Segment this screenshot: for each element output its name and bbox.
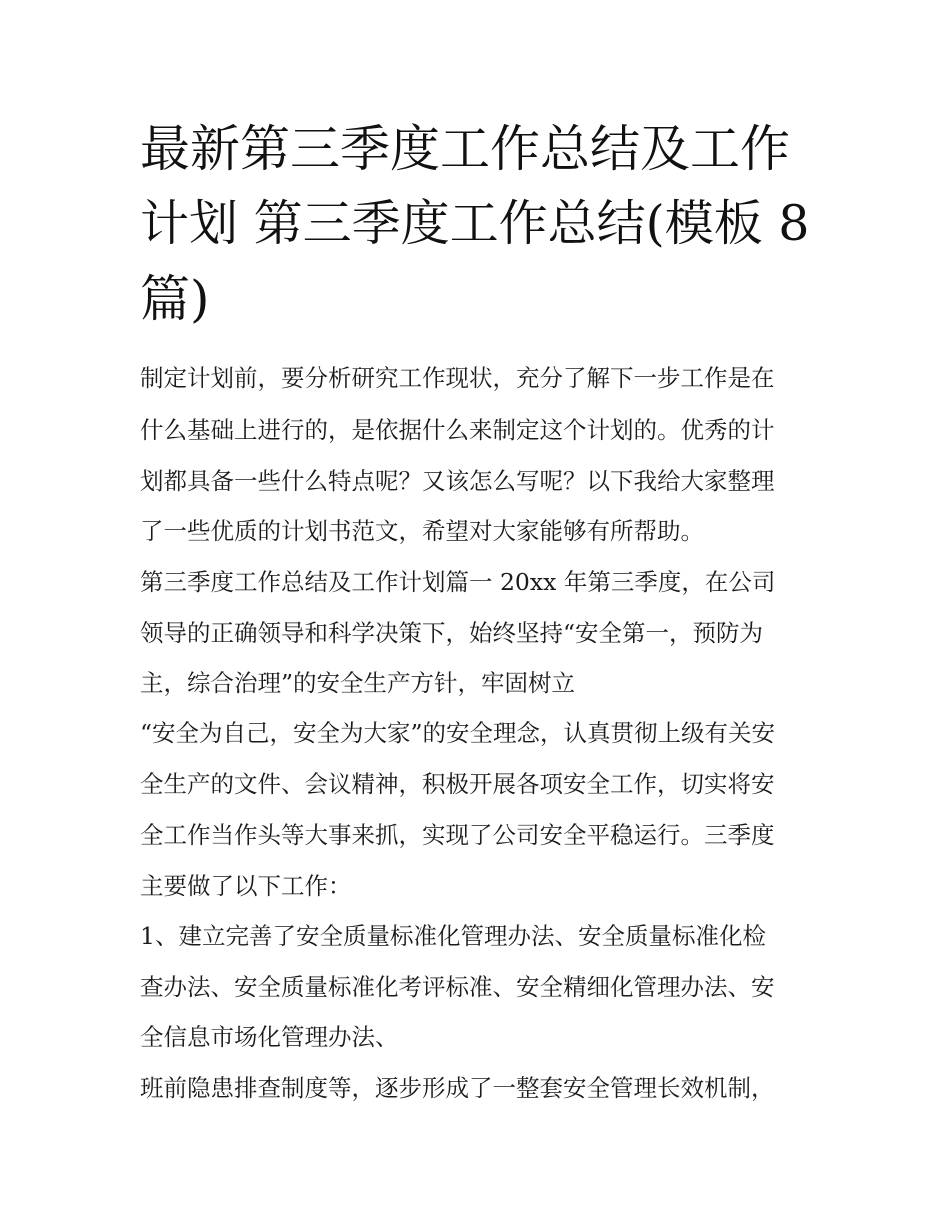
paragraph-line: 1、建立完善了安全质量标准化管理办法、安全质量标准化检	[140, 922, 766, 950]
paragraph-line: 主要做了以下工作：	[140, 872, 352, 900]
document-title-line-2: 计划 第三季度工作总结(模板 8	[140, 195, 810, 252]
paragraph-line: “安全为自己，安全为大家”的安全理念，认真贯彻上级有关安	[140, 719, 776, 747]
paragraph-line: 什么基础上进行的，是依据什么来制定这个计划的。优秀的计	[140, 416, 775, 444]
paragraph-line: 领导的正确领导和科学决策下，始终坚持“安全第一，预防为	[140, 619, 764, 647]
paragraph-line: 第三季度工作总结及工作计划篇一 20xx 年第三季度，在公司	[140, 568, 776, 596]
paragraph-line: 班前隐患排查制度等，逐步形成了一整套安全管理长效机制，	[140, 1074, 775, 1102]
document-title-line-3: 篇)	[140, 270, 210, 328]
paragraph-line: 划都具备一些什么特点呢？又该怎么写呢？以下我给大家整理	[140, 467, 775, 495]
paragraph-line: 全工作当作头等大事来抓，实现了公司安全平稳运行。三季度	[140, 821, 775, 849]
paragraph-line: 全信息市场化管理办法、	[140, 1023, 399, 1051]
document-title-line-1: 最新第三季度工作总结及工作	[140, 120, 790, 178]
paragraph-line: 制定计划前，要分析研究工作现状，充分了解下一步工作是在	[140, 364, 775, 392]
paragraph-line: 全生产的文件、会议精神，积极开展各项安全工作，切实将安	[140, 770, 775, 798]
paragraph-line: 了一些优质的计划书范文，希望对大家能够有所帮助。	[140, 517, 704, 545]
paragraph-line: 查办法、安全质量标准化考评标准、安全精细化管理办法、安	[140, 973, 775, 1001]
paragraph-line: 主，综合治理”的安全生产方针，牢固树立	[140, 669, 576, 697]
